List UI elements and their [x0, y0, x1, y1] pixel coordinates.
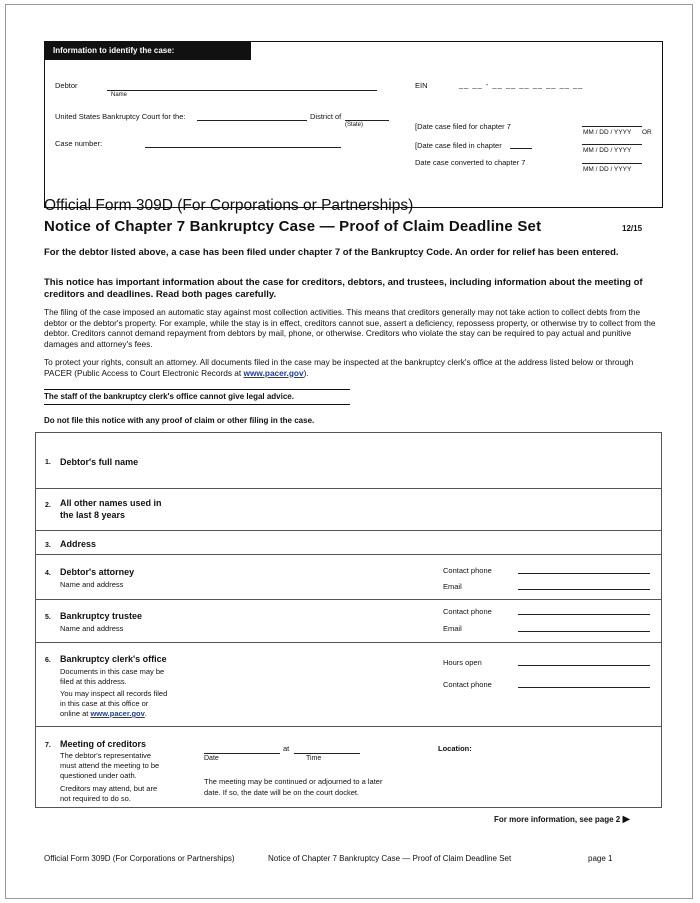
online-text: online at	[60, 709, 91, 718]
section-title: Debtor's attorney	[60, 567, 135, 577]
section-subtitle	[60, 709, 147, 719]
case-identification-box	[44, 41, 663, 208]
section-subtitle: filed at this address.	[60, 677, 127, 686]
footer-form-id: Official Form 309D (For Corporations or Partnerships)	[44, 854, 235, 863]
form-identifier: Official Form 309D (For Corporations or Partnerships)	[44, 197, 414, 214]
district-line[interactable]	[345, 120, 389, 121]
date-filed-ch7-format: MM / DD / YYYY	[583, 129, 632, 136]
section-subtitle: in this case at this office or	[60, 699, 149, 708]
section-address	[36, 530, 661, 555]
contact-phone-label: Contact phone	[443, 607, 492, 616]
automatic-stay-paragraph: The filing of the case imposed an automatic stay against most collection activities. This means that creditors generally may not take action to collect debts from the debtor or the debtor's property. For example, while the stay is in effect, creditors cannot sue, assert a deficiency, repossess property, or otherwise try to collect from the debtor. Creditors cannot demand repayment from debtors by mail, phone, or otherwise. Creditors who violate the stay can be required to pay actual and punitive damages and attorney's fees.	[44, 307, 656, 349]
section-bankruptcy-trustee	[36, 599, 661, 643]
section-number: 3.	[45, 542, 51, 549]
date-filed-in-chapter-format: MM / DD / YYYY	[583, 147, 632, 154]
court-line[interactable]	[197, 120, 307, 121]
state-caption: (State)	[345, 122, 364, 128]
email-line[interactable]	[518, 589, 650, 590]
date-filed-ch7-line[interactable]	[582, 126, 642, 127]
case-number-line[interactable]	[145, 147, 341, 148]
section-number: 1.	[45, 459, 51, 466]
case-number-label: Case number:	[55, 139, 103, 148]
location-label: Location:	[438, 744, 472, 753]
time-caption: Time	[306, 755, 322, 762]
pacer-link[interactable]: www.pacer.gov	[243, 367, 304, 378]
section-subtitle: The debtor's representative	[60, 751, 152, 760]
date-filed-in-chapter-line[interactable]	[582, 144, 642, 145]
contact-phone-label: Contact phone	[443, 680, 492, 689]
footer-title: Notice of Chapter 7 Bankruptcy Case — Proof of Claim Deadline Set	[268, 854, 512, 863]
district-label: District of	[310, 112, 342, 121]
debtor-name-caption: Name	[111, 92, 128, 98]
form-version: 12/15	[622, 224, 643, 233]
date-converted-label: Date case converted to chapter 7	[415, 158, 526, 167]
section-subtitle: Creditors may attend, but are	[60, 784, 158, 793]
arrow-right-icon: ▶	[622, 814, 631, 825]
date-caption: Date	[204, 755, 219, 762]
contact-phone-line[interactable]	[518, 687, 650, 688]
section-debtor-attorney	[36, 554, 661, 600]
protect-rights-end: ).	[303, 367, 309, 378]
meeting-time-line[interactable]	[294, 753, 360, 754]
hours-open-line[interactable]	[518, 665, 650, 666]
section-number: 5.	[45, 614, 51, 621]
court-label: United States Bankruptcy Court for the:	[55, 112, 186, 121]
contact-phone-label: Contact phone	[443, 566, 492, 575]
debtor-label: Debtor	[55, 81, 78, 90]
more-info-text: For more information, see page 2	[494, 815, 621, 824]
or-text: OR	[642, 129, 652, 136]
section-subtitle: not required to do so.	[60, 794, 131, 803]
date-converted-line[interactable]	[582, 163, 642, 164]
section-subtitle: You may inspect all records filed	[60, 689, 168, 698]
email-label: Email	[443, 582, 462, 591]
section-meeting-of-creditors	[36, 726, 661, 808]
continued-note: The meeting may be continued or adjourned to a later	[204, 777, 383, 786]
section-subtitle: Name and address	[60, 580, 124, 589]
section-title: Bankruptcy clerk's office	[60, 654, 167, 664]
more-info-note[interactable]	[494, 814, 630, 825]
debtor-name-line[interactable]	[107, 90, 377, 91]
date-filed-in-chapter-label: [Date case filed in chapter	[415, 141, 502, 150]
chapter-number-line[interactable]	[510, 148, 532, 149]
date-filed-ch7-label: [Date case filed for chapter 7	[415, 122, 511, 131]
section-number: 6.	[45, 657, 51, 664]
section-title: Bankruptcy trustee	[60, 611, 143, 621]
section-title-line2: the last 8 years	[60, 510, 126, 520]
protect-rights-text: To protect your rights, consult an attorney. All documents filed in the case may be inspected at the bankruptcy clerk's office at the address listed below or through PACER (Public Access to Court Electronic Records at	[44, 357, 634, 378]
email-label: Email	[443, 624, 462, 633]
contact-phone-line[interactable]	[518, 573, 650, 574]
do-not-file-notice: Do not file this notice with any proof of claim or other filing in the case.	[44, 416, 315, 425]
section-number: 7.	[45, 742, 51, 749]
section-subtitle: Name and address	[60, 624, 124, 633]
section-other-names	[36, 488, 661, 529]
at-label: at	[283, 744, 290, 753]
section-subtitle: questioned under oath.	[60, 771, 137, 780]
footer-page-number: page 1	[588, 854, 613, 863]
ein-label: EIN	[415, 81, 428, 90]
ein-field[interactable]: __ __ - __ __ __ __ __ __ __	[459, 80, 584, 89]
section-title: Meeting of creditors	[60, 739, 147, 749]
section-subtitle: must attend the meeting to be	[60, 761, 160, 770]
staff-notice: The staff of the bankruptcy clerk's office cannot give legal advice.	[44, 389, 350, 405]
meeting-date-line[interactable]	[204, 753, 280, 754]
email-line[interactable]	[518, 631, 650, 632]
section-number: 4.	[45, 570, 51, 577]
hours-open-label: Hours open	[443, 658, 482, 667]
section-subtitle: Documents in this case may be	[60, 667, 165, 676]
section-debtor-name	[36, 433, 661, 472]
section-number: 2.	[45, 502, 51, 509]
notice-title: Notice of Chapter 7 Bankruptcy Case — Proof of Claim Deadline Set	[44, 218, 542, 235]
contact-phone-line[interactable]	[518, 614, 650, 615]
pacer-link[interactable]: www.pacer.gov	[90, 709, 145, 718]
date-converted-format: MM / DD / YYYY	[583, 166, 632, 173]
section-title: Debtor's full name	[60, 457, 139, 467]
section-title: Address	[60, 539, 97, 549]
continued-note-line2: date. If so, the date will be on the court docket.	[204, 788, 360, 797]
online-text-end: .	[144, 709, 147, 718]
relief-paragraph: For the debtor listed above, a case has been filed under chapter 7 of the Bankruptcy Code. An order for relief has been entered.	[44, 247, 619, 258]
section-title: All other names used in	[60, 498, 162, 508]
protect-rights-paragraph	[44, 357, 658, 378]
case-details-table	[35, 432, 662, 808]
important-info-paragraph: This notice has important information about the case for creditors, debtors, and trustees, including information about the meeting of creditors and deadlines. Read both pages carefully.	[44, 277, 643, 300]
case-identification-header: Information to identify the case:	[45, 42, 251, 60]
section-clerk-office	[36, 642, 661, 727]
